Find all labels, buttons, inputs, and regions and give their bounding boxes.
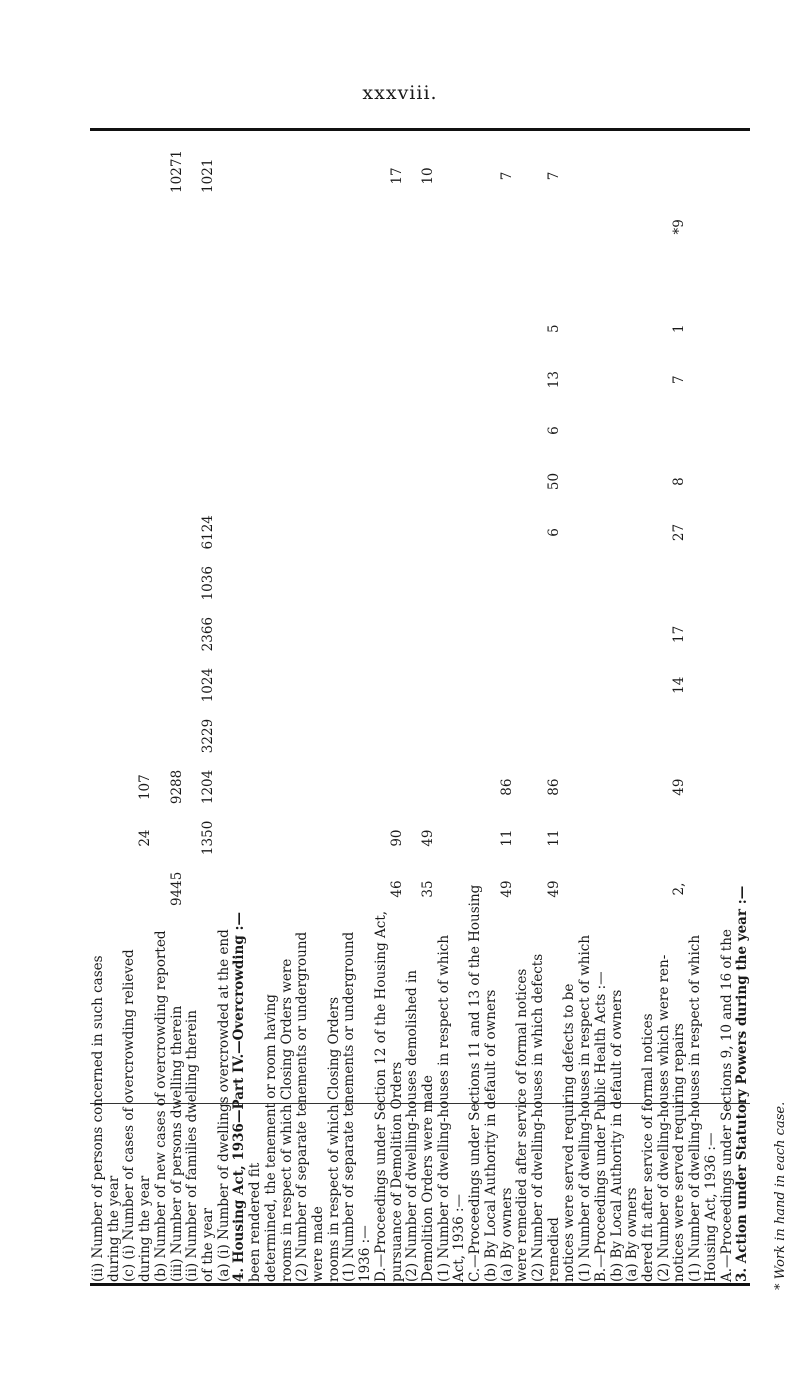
row-value: 6 — [545, 426, 562, 435]
row-label: (2) Number of separate tenements or underground — [294, 931, 311, 1282]
row-label: determined, the tenement or room having — [262, 994, 279, 1282]
table-row — [532, 134, 548, 1286]
row-label: 1936 :— — [357, 1225, 374, 1282]
row-label: pursuance of Demolition Orders — [388, 1061, 405, 1282]
row-label: Housing Act, 1936 :— — [702, 1132, 719, 1282]
row-label: (b) By Local Authority in default of owners — [482, 989, 499, 1282]
table-row — [388, 134, 407, 1286]
table-row — [262, 134, 281, 1286]
row-value: 14 — [671, 676, 688, 694]
row-value: *9 — [671, 219, 688, 235]
row-label: B.—Proceedings under Public Health Acts :— — [592, 971, 609, 1282]
table-row — [736, 134, 752, 1286]
table-row — [689, 134, 705, 1286]
row-label: (2) Number of dwelling-houses which were ren- — [655, 954, 672, 1282]
row-value: 3229 — [200, 718, 216, 754]
table-row — [296, 134, 312, 1286]
table-row — [453, 134, 469, 1286]
row-value: 24 — [137, 829, 154, 847]
table-row — [498, 134, 517, 1286]
row-label: rooms in respect of which Closing Orders — [325, 996, 342, 1282]
row-value: 13 — [545, 371, 562, 389]
table-row — [278, 134, 297, 1286]
row-value: 11 — [498, 829, 515, 847]
table-row — [642, 134, 658, 1286]
table-row — [545, 134, 564, 1286]
row-label: Act, 1936 :— — [451, 1193, 468, 1282]
row-label: Demolition Orders were made — [420, 1075, 436, 1282]
row-value: 46 — [388, 880, 405, 898]
row-value: 17 — [388, 167, 405, 185]
row-value: 1 — [671, 324, 688, 334]
table-row — [673, 134, 689, 1286]
row-label: D.—Proceedings under Section 12 of the Housing Act, — [372, 910, 389, 1282]
row-value: 6124 — [200, 515, 216, 550]
row-value: 11 — [545, 829, 562, 847]
row-value: 49 — [498, 880, 515, 898]
row-value: 7 — [498, 171, 515, 181]
table-row — [152, 134, 171, 1286]
table-row — [469, 134, 485, 1286]
row-value: 6 — [545, 528, 562, 537]
table-row — [123, 134, 139, 1286]
page-number: xxxviii. — [362, 82, 438, 104]
row-value: 1036 — [200, 566, 216, 601]
table-row — [168, 134, 187, 1286]
row-value: 107 — [137, 774, 154, 801]
row-value: 2, — [671, 882, 688, 896]
row-value: 27 — [671, 523, 688, 542]
row-value: 5 — [545, 324, 562, 334]
table-row — [579, 134, 595, 1286]
row-label: A.—Proceedings under Sections 9, 10 and 16 of the — [718, 929, 735, 1282]
row-value: 10271 — [168, 149, 185, 193]
row-label: dered fit after service of formal notices — [640, 1013, 656, 1282]
row-label: (1) Number of separate tenements or underground — [341, 931, 358, 1282]
row-value: 1024 — [200, 667, 216, 703]
table-row — [592, 134, 611, 1286]
table-row — [718, 134, 737, 1286]
row-label: (b) By Local Authority in default of owners — [608, 989, 625, 1282]
table-row — [563, 134, 579, 1286]
table-row — [626, 134, 642, 1286]
row-label: (1) Number of dwelling-houses in respect of which — [687, 934, 704, 1282]
table-row — [516, 134, 532, 1286]
table-row — [202, 134, 218, 1286]
row-value: 1021 — [200, 158, 216, 193]
top-rule — [90, 128, 750, 131]
table-row — [343, 134, 359, 1286]
row-label: notices were served requiring defects to be — [561, 983, 578, 1282]
footnote-text: * Work in hand in each case. — [773, 1101, 788, 1290]
table-row — [325, 134, 344, 1286]
row-label: (iii) Number of persons dwelling therein — [168, 1005, 185, 1282]
row-value: 49 — [545, 880, 562, 898]
table-row — [312, 134, 328, 1286]
row-value: 90 — [388, 829, 405, 847]
row-label: (1) Number of dwelling-houses in respect of which — [435, 934, 452, 1282]
row-value: 35 — [420, 880, 436, 898]
row-label: (2) Number of dwelling-houses demolished in — [404, 970, 421, 1282]
row-label: were remedied after service of formal notices — [514, 968, 531, 1282]
table-row — [702, 134, 721, 1286]
row-label: C.—Proceedings under Sections 11 and 13 of the Housing — [467, 884, 484, 1282]
row-value: 8 — [671, 477, 688, 486]
table-row — [482, 134, 501, 1286]
row-label: (c) (i) Number of cases of overcrowding relieved — [121, 949, 138, 1282]
row-label: (1) Number of dwelling-houses in respect of which — [577, 934, 594, 1282]
row-value: 86 — [498, 778, 515, 796]
row-label: (b) Number of new cases of overcrowding reported — [152, 930, 169, 1282]
table-row — [655, 134, 674, 1286]
table-row — [92, 134, 108, 1286]
row-label: were made — [310, 1206, 326, 1282]
table-row — [359, 134, 375, 1286]
row-label: (a) By owners — [624, 1187, 641, 1282]
row-value: 49 — [671, 778, 688, 796]
row-label: 3. Action under Statutory Powers during the year :— — [734, 885, 751, 1282]
table-row — [233, 134, 249, 1286]
row-value: 7 — [671, 375, 688, 384]
table-row — [372, 134, 391, 1286]
row-label: been rendered fit — [247, 1162, 264, 1282]
table-row — [186, 134, 202, 1286]
row-label: during the year — [105, 1175, 122, 1282]
row-label: notices were served requiring repairs — [671, 1023, 688, 1282]
row-label: (ii) Number of persons concerned in such cases — [90, 955, 106, 1282]
row-value: 1350 — [200, 820, 216, 856]
row-value: 2366 — [200, 616, 216, 652]
row-value: 9288 — [168, 769, 185, 805]
row-label: (ii) Number of families dwelling therein — [184, 1010, 201, 1282]
row-value: 50 — [545, 472, 562, 491]
table-row — [105, 134, 124, 1286]
row-label: (2) Number of dwelling-houses in which defects — [530, 953, 546, 1282]
table-row — [422, 134, 438, 1286]
row-label: remedied — [545, 1217, 562, 1282]
row-label: 4. Housing Act, 1936—Part IV.—Overcrowding :— — [231, 912, 248, 1282]
footnote — [773, 1101, 793, 1290]
row-label: (a) By owners — [498, 1187, 515, 1282]
table-row — [608, 134, 627, 1286]
row-value: 9445 — [168, 871, 185, 906]
table-row — [139, 134, 155, 1286]
table-row — [215, 134, 234, 1286]
rotated-table — [90, 134, 750, 1286]
row-value: 86 — [545, 778, 562, 796]
row-value: 49 — [420, 829, 436, 847]
row-value: 10 — [420, 167, 436, 185]
table-row — [435, 134, 454, 1286]
row-label: during the year — [137, 1175, 154, 1282]
table-row — [406, 134, 422, 1286]
table-row — [249, 134, 265, 1286]
row-value: 1204 — [200, 769, 216, 805]
row-label: of the year — [200, 1208, 216, 1282]
row-label: (a) (i) Number of dwellings overcrowded at the end — [215, 929, 232, 1282]
row-value: 7 — [545, 171, 562, 181]
row-value: 17 — [671, 625, 688, 643]
row-label: rooms in respect of which Closing Orders were — [278, 958, 295, 1282]
